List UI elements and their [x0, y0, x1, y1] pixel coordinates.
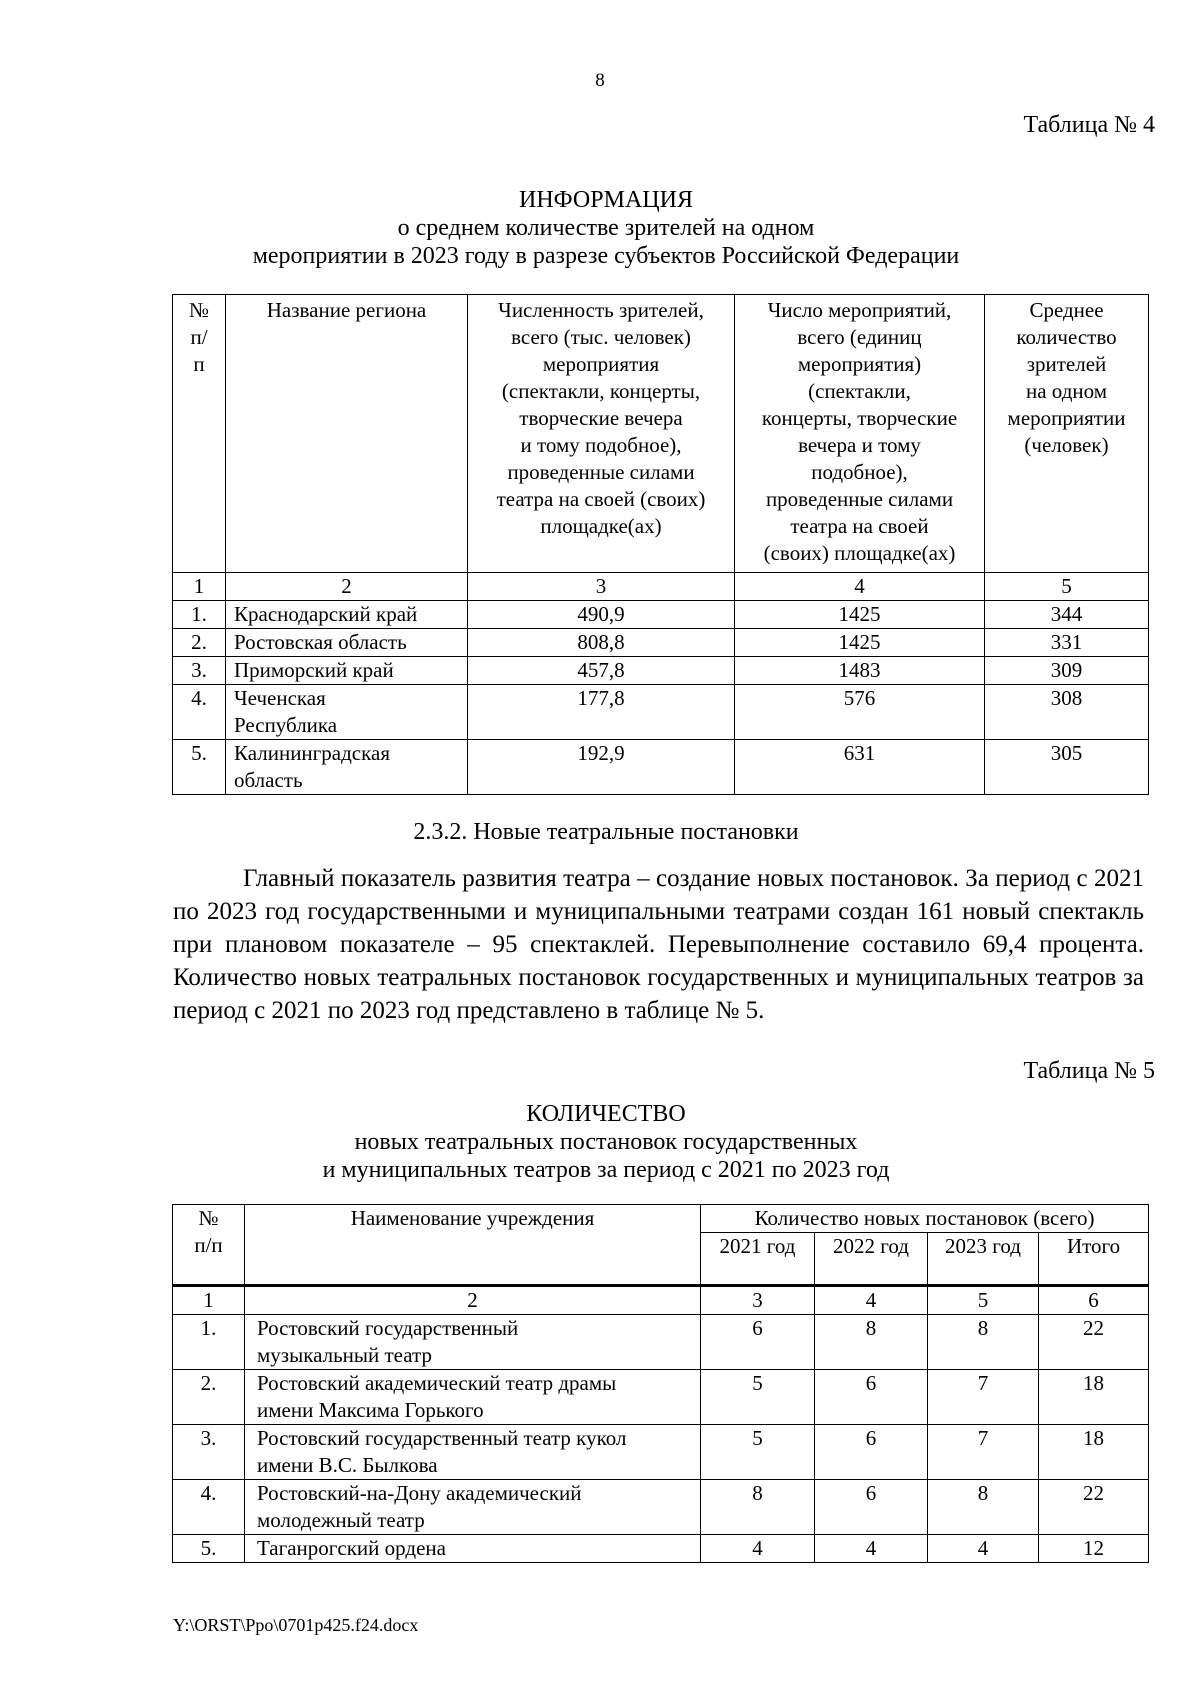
table4-header-number [173, 295, 226, 573]
header-line: всего (единиц [797, 325, 922, 349]
column-number: 3 [701, 1286, 815, 1315]
column-number: 6 [1039, 1286, 1149, 1315]
table4-label: Таблица № 4 [1023, 112, 1155, 138]
events-cell: 631 [735, 740, 985, 795]
header-line: проведенные силами [507, 460, 695, 484]
header-line: Число мероприятий, [767, 298, 952, 322]
total-header: Итого [1039, 1233, 1149, 1286]
institution-name: Ростовский академический театр драмы [257, 1371, 617, 1395]
page-number: 8 [595, 70, 605, 91]
table5 [172, 1204, 1149, 1563]
header-line: всего (тыс. человек) [511, 325, 691, 349]
region-name: Ростовская область [234, 630, 407, 654]
count-2023: 7 [928, 1370, 1039, 1425]
row-number: 1. [173, 601, 226, 629]
table5-header-group: Количество новых постановок (всего) [701, 1205, 1149, 1233]
table-row [173, 657, 1149, 685]
institution-name: молодежный театр [257, 1508, 425, 1532]
region-name: Краснодарский край [234, 602, 418, 626]
header-line: Численность зрителей, [498, 298, 704, 322]
average-cell: 309 [985, 657, 1149, 685]
column-number: 2 [245, 1286, 701, 1315]
institution-name: музыкальный театр [257, 1343, 432, 1367]
header-line: подобное), [811, 460, 908, 484]
table5-header-row [173, 1205, 1149, 1233]
region-name: Калининградская [234, 741, 390, 765]
region-name: Чеченская [234, 686, 326, 710]
institution-name: имени В.С. Былкова [257, 1453, 438, 1477]
header-line: и тому подобное), [520, 433, 682, 457]
table5-heading-title: КОЛИЧЕСТВО [526, 1101, 686, 1127]
table5-heading-line: и муниципальных театров за период с 2021 по 2023 год [322, 1157, 890, 1183]
institution-name: Ростовский-на-Дону академический [257, 1481, 582, 1505]
column-number: 1 [173, 1286, 245, 1315]
row-number: 5. [173, 740, 226, 795]
viewers-cell: 192,9 [468, 740, 735, 795]
row-number: 2. [173, 629, 226, 657]
count-2021: 4 [701, 1535, 815, 1563]
average-cell: 305 [985, 740, 1149, 795]
table4 [172, 294, 1149, 795]
row-number: 5. [173, 1535, 245, 1563]
header-line: проведенные силами [765, 487, 954, 511]
header-line: концерты, творческие [761, 406, 958, 430]
table-row [173, 685, 1149, 740]
institution-name: Ростовский государственный театр кукол [257, 1426, 627, 1450]
count-2023: 8 [928, 1480, 1039, 1535]
header-line: п/п [194, 1233, 223, 1257]
row-number: 4. [173, 1480, 245, 1535]
column-number: 5 [928, 1286, 1039, 1315]
header-line: № [188, 298, 210, 322]
row-number: 3. [173, 1425, 245, 1480]
header-line: мероприятия) [797, 352, 922, 376]
region-cell [226, 657, 468, 685]
count-2021: 8 [701, 1480, 815, 1535]
average-cell: 308 [985, 685, 1149, 740]
table-row [173, 1535, 1149, 1563]
header-line: театра на своей [790, 514, 929, 538]
table4-header-average [985, 295, 1149, 573]
table5-header-institution: Наименование учреждения [245, 1205, 701, 1286]
count-total: 22 [1039, 1315, 1149, 1370]
header-line: п/ [190, 325, 208, 349]
table-row [173, 740, 1149, 795]
header-line: (спектакли, концерты, [501, 379, 701, 403]
year-header: 2023 год [928, 1233, 1039, 1286]
header-line: (своих) площадке(ах) [763, 541, 956, 565]
table5-header-number [173, 1205, 245, 1286]
row-number: 1. [173, 1315, 245, 1370]
header-line: Среднее [1029, 298, 1104, 322]
events-cell: 1425 [735, 629, 985, 657]
row-number: 3. [173, 657, 226, 685]
count-2021: 5 [701, 1370, 815, 1425]
header-line: Название региона [266, 298, 427, 322]
header-line: п [193, 352, 205, 376]
table-row [173, 1315, 1149, 1370]
count-2022: 6 [815, 1480, 928, 1535]
count-total: 22 [1039, 1480, 1149, 1535]
table4-header-row [173, 295, 1149, 573]
header-line: количество [1016, 325, 1117, 349]
region-cell [226, 740, 468, 795]
institution-name: имени Максима Горького [257, 1398, 484, 1422]
count-2021: 5 [701, 1425, 815, 1480]
average-cell: 344 [985, 601, 1149, 629]
count-2022: 8 [815, 1315, 928, 1370]
table-row [173, 1425, 1149, 1480]
table-row [173, 601, 1149, 629]
year-header: 2021 год [701, 1233, 815, 1286]
institution-name: Ростовский государственный [257, 1316, 519, 1340]
count-total: 12 [1039, 1535, 1149, 1563]
count-total: 18 [1039, 1425, 1149, 1480]
column-number: 4 [815, 1286, 928, 1315]
region-name: Республика [234, 713, 338, 737]
table-row [173, 1480, 1149, 1535]
table4-header-region [226, 295, 468, 573]
institution-cell [245, 1370, 701, 1425]
institution-cell [245, 1425, 701, 1480]
viewers-cell: 490,9 [468, 601, 735, 629]
events-cell: 1425 [735, 601, 985, 629]
table5-column-numbers [173, 1286, 1149, 1315]
table4-column-numbers [173, 573, 1149, 601]
header-line: площадке(ах) [540, 514, 662, 538]
region-name: Приморский край [234, 658, 394, 682]
count-2021: 6 [701, 1315, 815, 1370]
header-line: вечера и тому [798, 433, 921, 457]
table4-header-viewers [468, 295, 735, 573]
header-line: зрителей [1026, 352, 1107, 376]
viewers-cell: 808,8 [468, 629, 735, 657]
section-title: 2.3.2. Новые театральные постановки [413, 819, 799, 845]
count-2023: 4 [928, 1535, 1039, 1563]
row-number: 4. [173, 685, 226, 740]
institution-cell [245, 1315, 701, 1370]
events-cell: 576 [735, 685, 985, 740]
header-line: творческие вечера [519, 406, 683, 430]
table-row [173, 629, 1149, 657]
table4-heading-title: ИНФОРМАЦИЯ [519, 187, 693, 213]
body-paragraph: Главный показатель развития театра – создание новых постановок. За период с 2021 по 2023 год государственными и муниципальными театрами создан 161 новый спектакль при плановом показателе – 95 спектаклей. Перевыполнение составило 69,4 процента. Количество новых театральных постановок государственных и муниципальных театров за период с 2021 по 2023 год представлено в таблице № 5. [173, 865, 1144, 1024]
column-number: 2 [226, 573, 468, 601]
institution-cell [245, 1535, 701, 1563]
count-2023: 8 [928, 1315, 1039, 1370]
row-number: 2. [173, 1370, 245, 1425]
table5-label: Таблица № 5 [1023, 1058, 1155, 1084]
header-line: (спектакли, [808, 379, 911, 403]
count-2022: 4 [815, 1535, 928, 1563]
footer-file-path: Y:\ORST\Ppo\0701p425.f24.docx [173, 1615, 419, 1635]
count-2022: 6 [815, 1370, 928, 1425]
header-line: (человек) [1024, 433, 1109, 457]
table4-heading [0, 186, 1200, 270]
region-cell [226, 601, 468, 629]
institution-cell [245, 1480, 701, 1535]
table4-heading-line: мероприятии в 2023 году в разрезе субъектов Российской Федерации [252, 243, 960, 269]
column-number: 5 [985, 573, 1149, 601]
column-number: 3 [468, 573, 735, 601]
region-cell [226, 629, 468, 657]
header-line: на одном [1025, 379, 1108, 403]
count-2022: 6 [815, 1425, 928, 1480]
institution-name: Таганрогский ордена [257, 1536, 446, 1560]
table-row [173, 1370, 1149, 1425]
table4-header-events [735, 295, 985, 573]
header-line: № [198, 1206, 219, 1230]
table5-heading-line: новых театральных постановок государственных [354, 1129, 858, 1155]
year-header: 2022 год [815, 1233, 928, 1286]
column-number: 4 [735, 573, 985, 601]
column-number: 1 [173, 573, 226, 601]
count-2023: 7 [928, 1425, 1039, 1480]
table4-heading-line: о среднем количестве зрителей на одном [397, 215, 815, 241]
events-cell: 1483 [735, 657, 985, 685]
header-line: мероприятия [542, 352, 660, 376]
region-name: область [234, 768, 303, 792]
average-cell: 331 [985, 629, 1149, 657]
region-cell [226, 685, 468, 740]
header-line: театра на своей (своих) [496, 487, 706, 511]
count-total: 18 [1039, 1370, 1149, 1425]
viewers-cell: 177,8 [468, 685, 735, 740]
viewers-cell: 457,8 [468, 657, 735, 685]
header-line: мероприятии [1007, 406, 1126, 430]
table5-heading [0, 1100, 1200, 1184]
